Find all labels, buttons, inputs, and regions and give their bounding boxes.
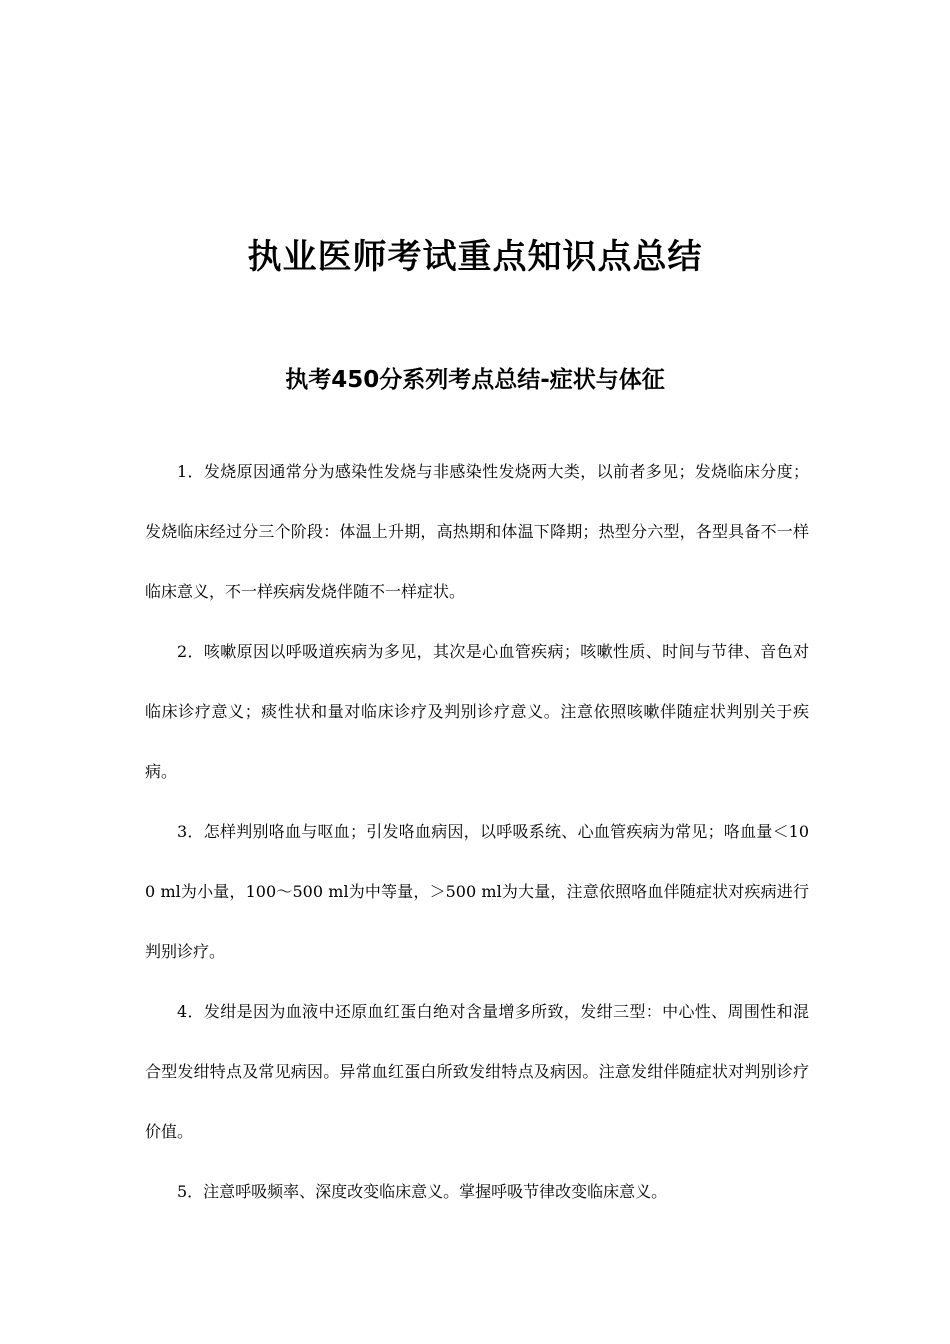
- paragraph-5: 5．注意呼吸频率、深度改变临床意义。掌握呼吸节律改变临床意义。: [177, 1182, 668, 1201]
- paragraph-1: 1．发烧原因通常分为感染性发烧与非感染性发烧两大类，以前者多见；发烧临床分度；发烧临床经过分三个阶段：体温上升期，高热期和体温下降期；热型分六型，各型具备不一样临床意义，不一样疾病发烧伴随不一样症状。: [145, 462, 809, 601]
- paragraph-4: 4．发绀是因为血液中还原血红蛋白绝对含量增多所致，发绀三型：中心性、周围性和混合型发绀特点及常见病因。异常血红蛋白所致发绀特点及病因。注意发绀伴随症状对判别诊疗价值。: [145, 1002, 809, 1141]
- document-subtitle: 执考450分系列考点总结-症状与体征: [285, 367, 665, 393]
- document-title: 执业医师考试重点知识点总结: [247, 237, 703, 277]
- document-body: [145, 442, 809, 1222]
- paragraph-3: 3．怎样判别咯血与呕血；引发咯血病因，以呼吸系统、心血管疾病为常见；咯血量＜100 ml为小量，100～500 ml为中等量，＞500 ml为大量，注意依照咯血伴随症状对疾病进行判别诊疗。: [145, 822, 809, 961]
- paragraph-2: 2．咳嗽原因以呼吸道疾病为多见，其次是心血管疾病；咳嗽性质、时间与节律、音色对临床诊疗意义；痰性状和量对临床诊疗及判别诊疗意义。注意依照咳嗽伴随症状判别关于疾病。: [145, 642, 809, 781]
